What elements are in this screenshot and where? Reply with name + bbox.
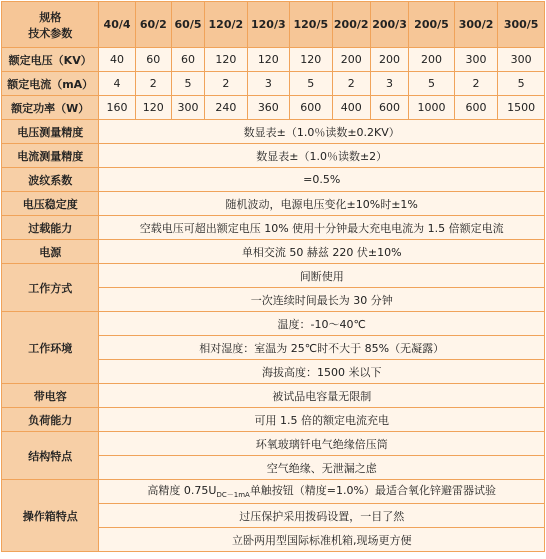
value-cell: 1500 xyxy=(498,96,545,120)
value-cell: 5 xyxy=(171,72,204,96)
ripple-row xyxy=(2,168,545,192)
row-label: 带电容 xyxy=(2,384,99,408)
spec-table-page xyxy=(0,1,546,559)
param-value: 空气绝缘、无泄漏之虑 xyxy=(99,456,545,480)
control-line-subscript: DC－1mA xyxy=(216,491,250,500)
value-cell: 2 xyxy=(135,72,171,96)
param-value: 空载电压可超出额定电压 10% 使用十分钟最大充电电流为 1.5 倍额定电流 xyxy=(99,216,545,240)
row-label: 波纹系数 xyxy=(2,168,99,192)
value-cell: 4 xyxy=(99,72,135,96)
corner-cell xyxy=(2,2,99,48)
row-label: 过载能力 xyxy=(2,216,99,240)
row-label: 操作箱特点 xyxy=(2,480,99,552)
value-cell: 3 xyxy=(247,72,289,96)
value-cell: 120 xyxy=(290,48,332,72)
corner-bottom-text: 技术参数 xyxy=(28,26,73,40)
value-cell: 2 xyxy=(332,72,370,96)
control-box-row xyxy=(2,480,545,504)
value-cell: 200 xyxy=(332,48,370,72)
value-cell: 200 xyxy=(370,48,408,72)
param-value: 单相交流 50 赫兹 220 伏±10% xyxy=(99,240,545,264)
overload-row xyxy=(2,216,545,240)
value-cell: 2 xyxy=(454,72,498,96)
model-header: 120/3 xyxy=(247,2,289,48)
value-cell: 240 xyxy=(205,96,247,120)
param-value: 数显表±（1.0％读数±0.2KV） xyxy=(99,120,545,144)
rated-current-row xyxy=(2,72,545,96)
param-value: 间断使用 xyxy=(99,264,545,288)
value-cell: 400 xyxy=(332,96,370,120)
control-line-suffix: 单触按钮（精度=1.0%）最适合氧化锌避雷器试验 xyxy=(249,484,496,498)
value-cell: 200 xyxy=(409,48,455,72)
row-label: 工作环境 xyxy=(2,312,99,384)
model-header: 200/3 xyxy=(370,2,408,48)
structure-row xyxy=(2,432,545,456)
model-header: 300/5 xyxy=(498,2,545,48)
row-label: 电源 xyxy=(2,240,99,264)
param-value xyxy=(99,480,545,504)
param-value: 被试品电容量无限制 xyxy=(99,384,545,408)
value-cell: 360 xyxy=(247,96,289,120)
capacitive-row xyxy=(2,384,545,408)
row-label: 负荷能力 xyxy=(2,408,99,432)
row-label: 电压测量精度 xyxy=(2,120,99,144)
model-header: 300/2 xyxy=(454,2,498,48)
value-cell: 120 xyxy=(247,48,289,72)
param-value: 可用 1.5 倍的额定电流充电 xyxy=(99,408,545,432)
row-label: 电压稳定度 xyxy=(2,192,99,216)
value-cell: 2 xyxy=(205,72,247,96)
load-row xyxy=(2,408,545,432)
value-cell: 40 xyxy=(99,48,135,72)
environment-row xyxy=(2,312,545,336)
row-label: 结构特点 xyxy=(2,432,99,480)
param-value: 立卧两用型国际标准机箱,现场更方便 xyxy=(99,528,545,552)
param-value: 一次连续时间最长为 30 分钟 xyxy=(99,288,545,312)
param-value: 随机波动，电源电压变化±10%时±1% xyxy=(99,192,545,216)
value-cell: 160 xyxy=(99,96,135,120)
row-label: 额定功率（W） xyxy=(2,96,99,120)
param-value: 温度：-10～40℃ xyxy=(99,312,545,336)
voltage-accuracy-row xyxy=(2,120,545,144)
param-value: 海拔高度：1500 米以下 xyxy=(99,360,545,384)
work-mode-row xyxy=(2,264,545,288)
param-value: 环氧玻璃钎电气绝缘倍压筒 xyxy=(99,432,545,456)
value-cell: 600 xyxy=(454,96,498,120)
stability-row xyxy=(2,192,545,216)
value-cell: 5 xyxy=(498,72,545,96)
value-cell: 60 xyxy=(171,48,204,72)
rated-voltage-row xyxy=(2,48,545,72)
param-value: 数显表±（1.0％读数±2） xyxy=(99,144,545,168)
model-header: 200/2 xyxy=(332,2,370,48)
param-value: 相对湿度：室温为 25℃时不大于 85%（无凝露） xyxy=(99,336,545,360)
value-cell: 300 xyxy=(454,48,498,72)
row-label: 额定电压（KV） xyxy=(2,48,99,72)
param-value: 过压保护采用拨码设置，一目了然 xyxy=(99,504,545,528)
model-header: 200/5 xyxy=(409,2,455,48)
rated-power-row xyxy=(2,96,545,120)
row-label: 电流测量精度 xyxy=(2,144,99,168)
model-header: 40/4 xyxy=(99,2,135,48)
row-label: 工作方式 xyxy=(2,264,99,312)
model-header: 120/5 xyxy=(290,2,332,48)
value-cell: 120 xyxy=(205,48,247,72)
model-header: 120/2 xyxy=(205,2,247,48)
spec-table xyxy=(1,1,545,552)
value-cell: 600 xyxy=(290,96,332,120)
value-cell: 5 xyxy=(290,72,332,96)
model-header: 60/5 xyxy=(171,2,204,48)
power-supply-row xyxy=(2,240,545,264)
model-header: 60/2 xyxy=(135,2,171,48)
control-line-prefix: 高精度 0.75U xyxy=(147,484,217,498)
current-accuracy-row xyxy=(2,144,545,168)
value-cell: 300 xyxy=(171,96,204,120)
header-row xyxy=(2,2,545,48)
value-cell: 3 xyxy=(370,72,408,96)
row-label: 额定电流（mA） xyxy=(2,72,99,96)
param-value: =0.5% xyxy=(99,168,545,192)
value-cell: 300 xyxy=(498,48,545,72)
value-cell: 600 xyxy=(370,96,408,120)
corner-top-text: 规格 xyxy=(39,10,62,24)
value-cell: 120 xyxy=(135,96,171,120)
value-cell: 5 xyxy=(409,72,455,96)
value-cell: 1000 xyxy=(409,96,455,120)
value-cell: 60 xyxy=(135,48,171,72)
